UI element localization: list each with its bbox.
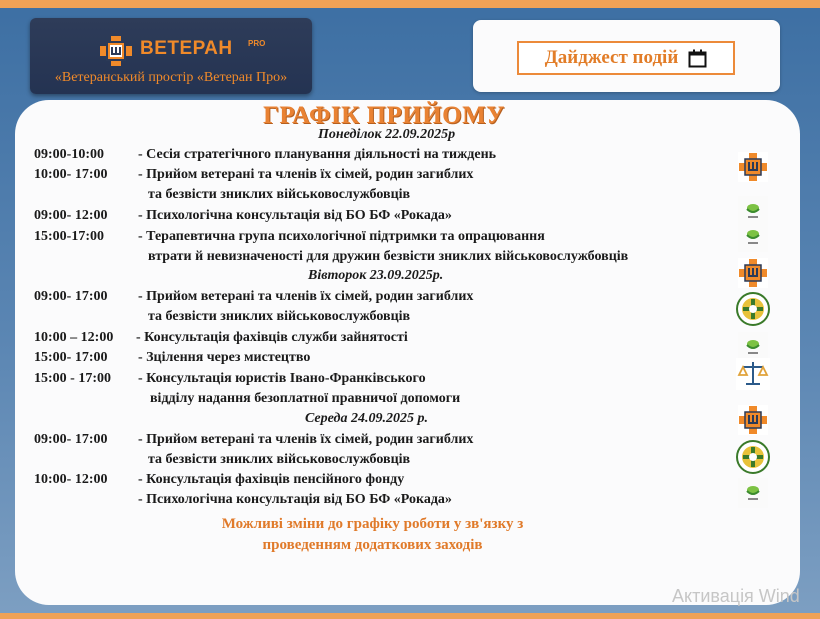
veteran-pro-emblem-icon xyxy=(100,36,132,66)
event-line: - Психологічна консультація від БО БФ «Рокада» xyxy=(138,492,452,507)
time-slot: 15:00 - 17:00 xyxy=(34,371,111,386)
time-slot: 09:00- 17:00 xyxy=(34,289,108,304)
veteran-pro-logo-icon xyxy=(738,258,768,288)
rokada-logo-icon xyxy=(738,222,768,252)
top-orange-border xyxy=(0,0,820,8)
event-line: - Консультація юристів Івано-Франківського xyxy=(138,371,426,386)
digest-button-label: Дайджест подій xyxy=(544,47,679,68)
event-line: - Прийом ветерані та членів їх сімей, родин загиблих xyxy=(138,289,474,304)
event-line: - Сесія стратегічного планування діяльності на тиждень xyxy=(138,147,497,162)
event-line: втрати й невизначеності для дружин безвісти зниклих військовослужбовців xyxy=(148,249,629,264)
veteran-pro-logo-icon xyxy=(738,405,768,435)
logo-wordmark: ВЕТЕРАН xyxy=(140,38,233,59)
day-heading-wednesday: Середа 24.09.2025 р. xyxy=(305,411,428,426)
event-line: - Терапевтична група психологічної підтримки та опрацювання xyxy=(138,229,545,244)
event-line: - Зцілення через мистецтво xyxy=(138,350,311,365)
event-line: - Прийом ветерані та членів їх сімей, родин загиблих xyxy=(138,432,474,447)
event-line: відділу надання безоплатної правничої допомоги xyxy=(150,391,461,406)
event-line: - Консультація фахівців пенсійного фонду xyxy=(138,472,405,487)
event-line: - Психологічна консультація від БО БФ «Рокада» xyxy=(138,208,452,223)
schedule-note-line: Можливі зміни до графіку роботи у зв'язку з xyxy=(221,516,524,532)
calendar-icon xyxy=(688,49,707,68)
time-slot: 09:00-10:00 xyxy=(34,147,104,162)
rokada-logo-icon xyxy=(738,478,768,508)
schedule-note-line: проведенням додаткових заходів xyxy=(262,537,483,553)
time-slot: 15:00-17:00 xyxy=(34,229,104,244)
time-slot: 10:00- 17:00 xyxy=(34,167,108,182)
schedule-title: ГРАФІК ПРИЙОМУ xyxy=(263,102,506,129)
event-line: - Прийом ветерані та членів їх сімей, родин загиблих xyxy=(138,167,474,182)
employment-center-icon xyxy=(736,292,770,326)
time-slot: 09:00- 12:00 xyxy=(34,208,108,223)
logo-subtitle: «Ветеранський простір «Ветеран Про» xyxy=(54,70,288,85)
bottom-orange-border xyxy=(0,613,820,619)
windows-activation-watermark: Активація Wind xyxy=(672,586,800,606)
event-line: та безвісти зниклих військовослужбовців xyxy=(148,452,411,467)
veteran-pro-logo-icon xyxy=(738,152,768,182)
time-slot: 15:00- 17:00 xyxy=(34,350,108,365)
time-slot: 10:00- 12:00 xyxy=(34,472,108,487)
logo-pro-superscript: PRO xyxy=(248,39,266,48)
legal-aid-scales-icon xyxy=(736,358,770,390)
day-heading-tuesday: Вівторок 23.09.2025р. xyxy=(308,268,444,283)
event-line: та безвісти зниклих військовослужбовців xyxy=(148,187,411,202)
digest-events-button[interactable] xyxy=(517,41,735,75)
time-slot: 09:00- 17:00 xyxy=(34,432,108,447)
event-line: - Консультація фахівців служби зайнятості xyxy=(136,330,408,345)
event-line: та безвісти зниклих військовослужбовців xyxy=(148,309,411,324)
digest-card xyxy=(473,20,780,92)
veteran-pro-logo-banner[interactable] xyxy=(30,18,312,94)
time-slot: 10:00 – 12:00 xyxy=(34,330,114,345)
day-heading-monday: Понеділок 22.09.2025р xyxy=(318,127,456,142)
pension-fund-icon xyxy=(736,440,770,474)
